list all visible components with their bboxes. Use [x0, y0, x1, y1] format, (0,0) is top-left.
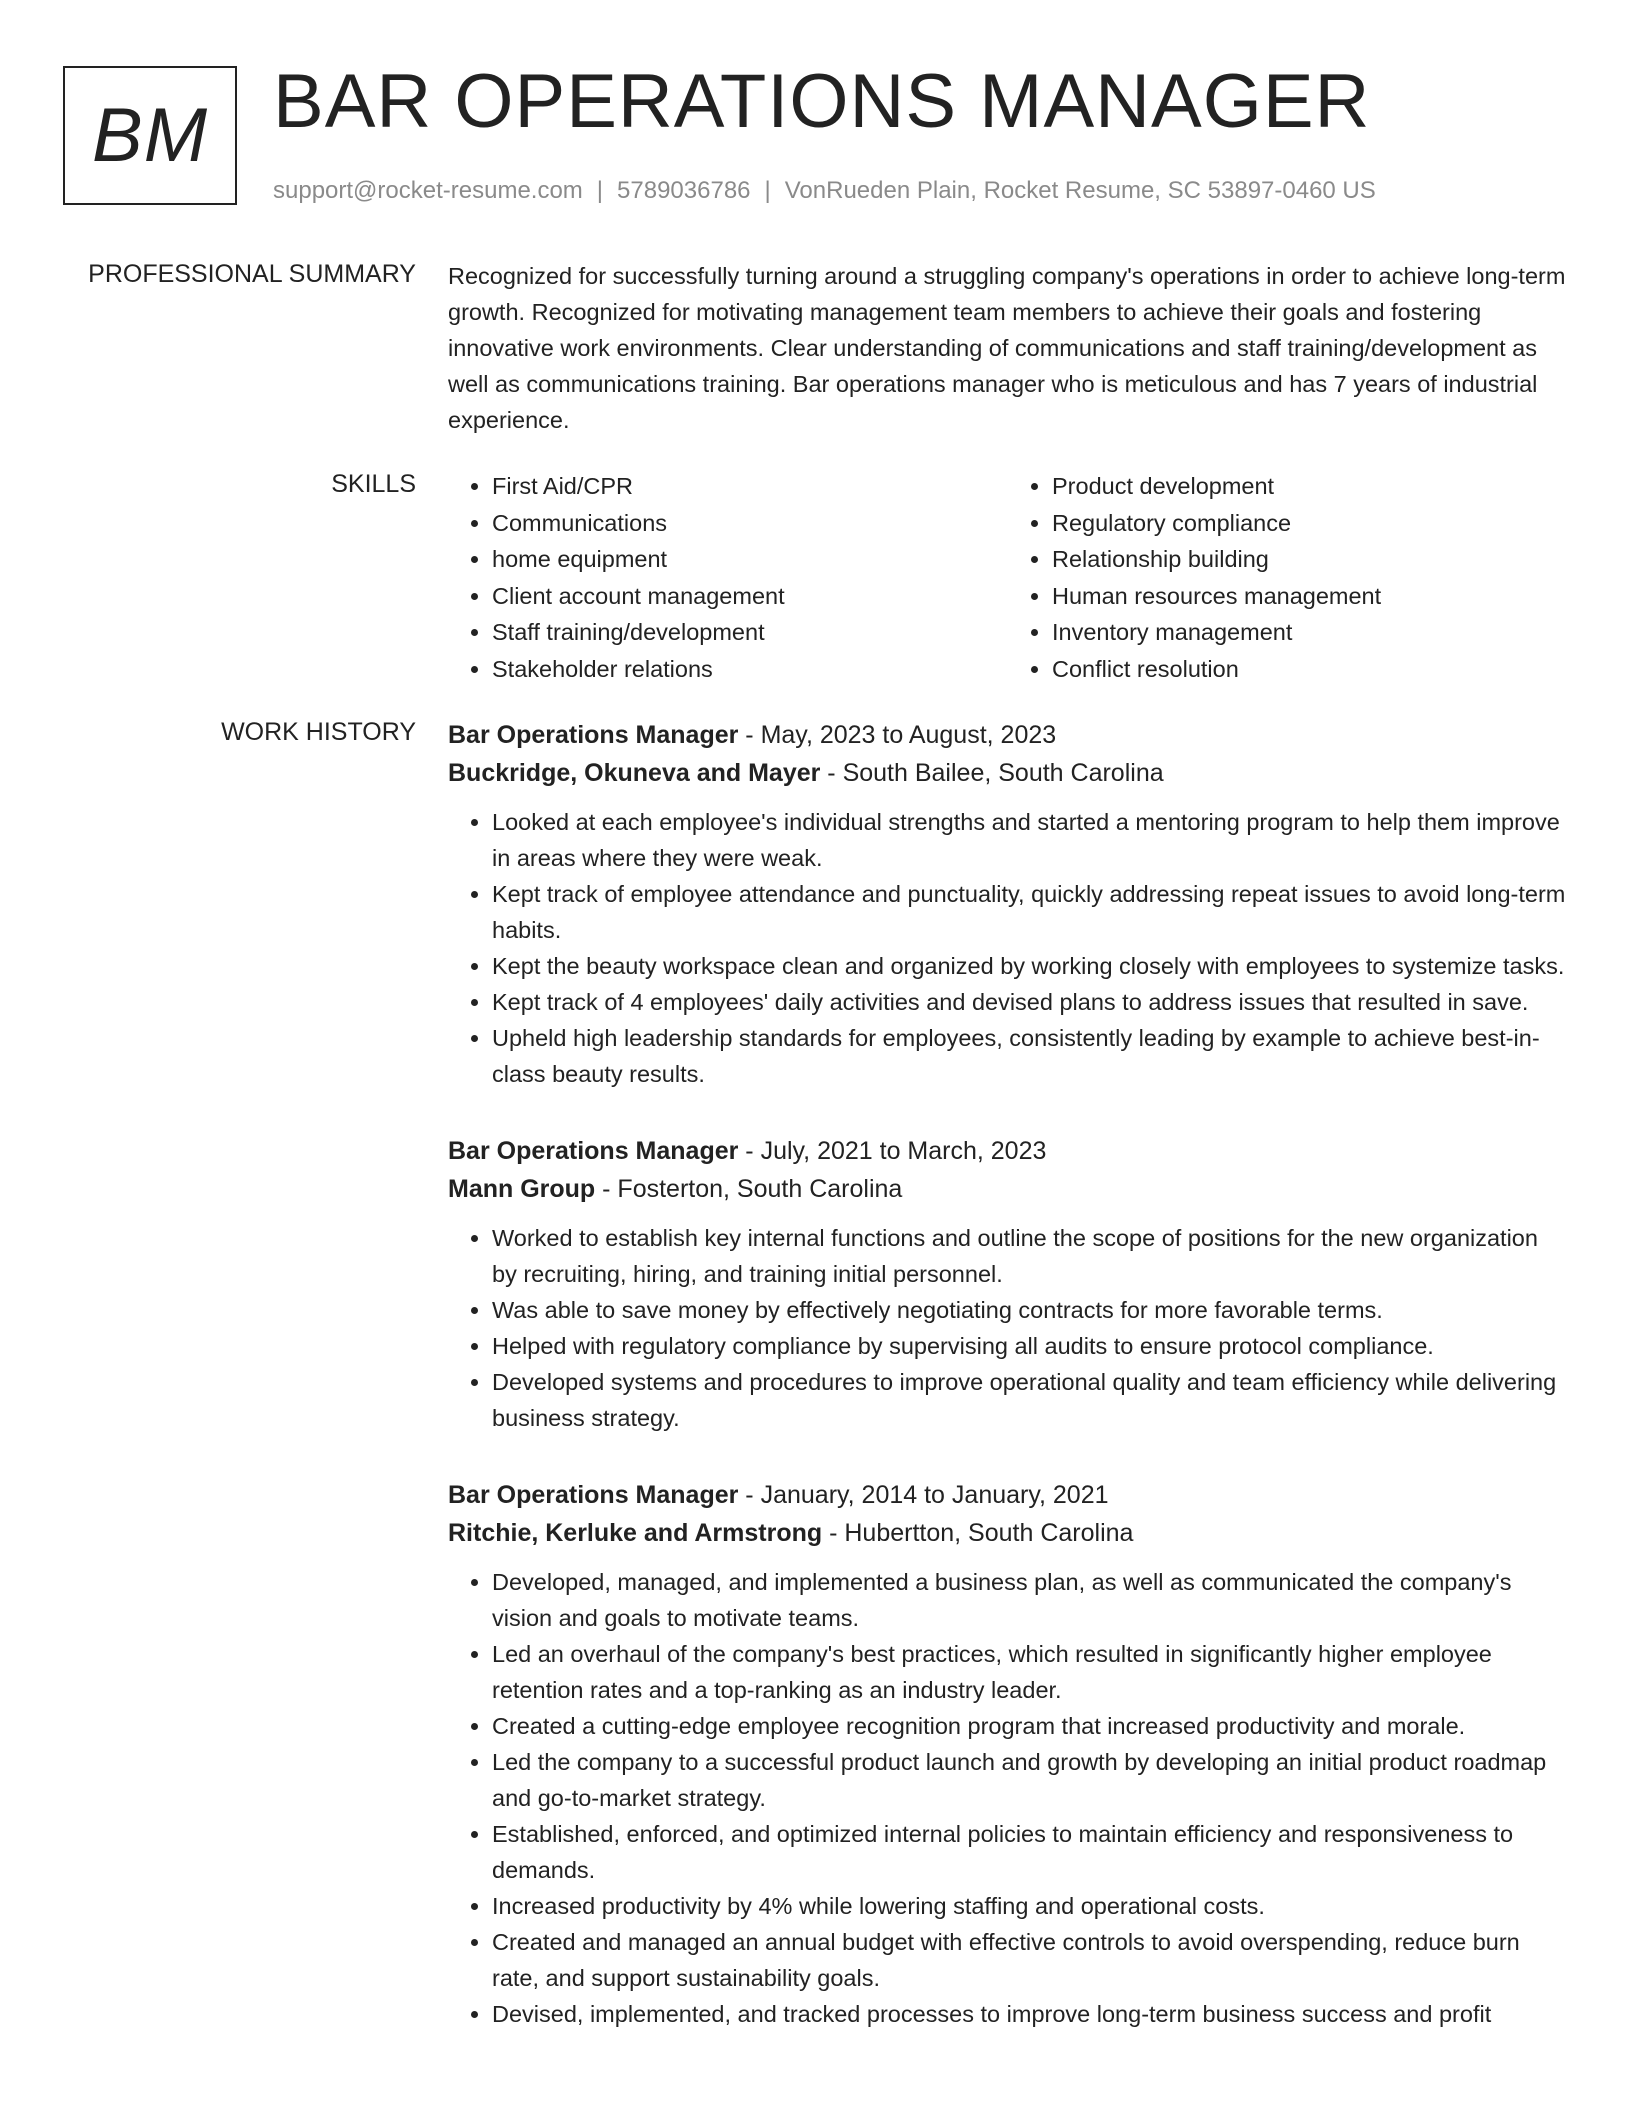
- contact-address: VonRueden Plain, Rocket Resume, SC 53897-0460 US: [784, 177, 1376, 204]
- work-history-heading: WORK HISTORY: [221, 718, 416, 746]
- job-bullet: • Developed, managed, and implemented a business plan, as well as communicated the company's vision and goals to motivate teams.: [492, 1564, 1568, 1636]
- skills-columns: [448, 468, 1568, 687]
- job-title: Bar Operations Manager: [448, 1481, 739, 1509]
- skill-item: • Product development: [1052, 468, 1568, 505]
- contact-email[interactable]: support@rocket-resume.com: [273, 177, 583, 204]
- summary-body: [448, 258, 1568, 438]
- job-entry: [448, 1132, 1568, 1436]
- job-bullet: • Looked at each employee's individual strengths and started a mentoring program to help them improve in areas where they were weak.: [492, 804, 1568, 876]
- job-bullet: • Created and managed an annual budget with effective controls to avoid overspending, reduce burn rate, and support sustainability goals.: [492, 1924, 1568, 1996]
- skill-item: • Staff training/development: [492, 614, 1008, 651]
- contact-separator: |: [596, 177, 604, 204]
- job-bullet: • Worked to establish key internal functions and outline the scope of positions for the new organization by recruiting, hiring, and training initial personnel.: [492, 1220, 1568, 1292]
- job-title: Bar Operations Manager: [448, 1137, 739, 1165]
- job-title-line: [448, 716, 1568, 754]
- job-dates: - May, 2023 to August, 2023: [738, 721, 1057, 749]
- contact-separator: |: [764, 177, 771, 204]
- job-company: Ritchie, Kerluke and Armstrong: [448, 1519, 823, 1547]
- job-company-line: [448, 1170, 1568, 1208]
- job-bullet: • Was able to save money by effectively negotiating contracts for more favorable terms.: [492, 1292, 1568, 1328]
- job-bullet: • Established, enforced, and optimized internal policies to maintain efficiency and responsiveness to demands.: [492, 1816, 1568, 1888]
- job-bullet: • Created a cutting-edge employee recognition program that increased productivity and morale.: [492, 1708, 1568, 1744]
- resume-title: BAR OPERATIONS MANAGER: [273, 59, 1371, 144]
- job-bullet: • Increased productivity by 4% while lowering staffing and operational costs.: [492, 1888, 1568, 1924]
- job-entry: [448, 716, 1568, 1092]
- skill-item: • home equipment: [492, 541, 1008, 578]
- skill-item: • Regulatory compliance: [1052, 505, 1568, 542]
- job-bullet-list: [448, 1564, 1568, 2032]
- job-location: - South Bailee, South Carolina: [820, 759, 1164, 787]
- job-company: Buckridge, Okuneva and Mayer: [448, 759, 821, 787]
- skill-item: • Human resources management: [1052, 578, 1568, 615]
- job-dates: - January, 2014 to January, 2021: [738, 1481, 1109, 1509]
- skills-list-right: [1008, 468, 1568, 687]
- job-bullet-list: [448, 1220, 1568, 1436]
- work-history-body: [448, 716, 1568, 2072]
- job-bullet: • Developed systems and procedures to improve operational quality and team efficiency while delivering business strategy.: [492, 1364, 1568, 1436]
- job-bullet-list: [448, 804, 1568, 1092]
- job-bullet: • Devised, implemented, and tracked processes to improve long-term business success and profit: [492, 1996, 1568, 2032]
- job-bullet: • Led an overhaul of the company's best practices, which resulted in significantly higher employee retention rates and a top-ranking as an industry leader.: [492, 1636, 1568, 1708]
- job-title-line: [448, 1132, 1568, 1170]
- job-bullet: • Led the company to a successful product launch and growth by developing an initial product roadmap and go-to-market strategy.: [492, 1744, 1568, 1816]
- skill-item: • Relationship building: [1052, 541, 1568, 578]
- monogram-badge: BM: [63, 66, 237, 205]
- skill-item: • Client account management: [492, 578, 1008, 615]
- contact-line: [273, 176, 1376, 206]
- skill-item: • First Aid/CPR: [492, 468, 1008, 505]
- skill-item: • Conflict resolution: [1052, 651, 1568, 688]
- job-title-line: [448, 1476, 1568, 1514]
- summary-heading: PROFESSIONAL SUMMARY: [88, 260, 416, 288]
- job-company: Mann Group: [448, 1175, 596, 1203]
- skill-item: • Stakeholder relations: [492, 651, 1008, 688]
- skills-list-left: [448, 468, 1008, 687]
- job-bullet: • Kept track of employee attendance and punctuality, quickly addressing repeat issues to avoid long-term habits.: [492, 876, 1568, 948]
- job-entry: [448, 1476, 1568, 2032]
- job-company-line: [448, 754, 1568, 792]
- job-bullet: • Helped with regulatory compliance by supervising all audits to ensure protocol compliance.: [492, 1328, 1568, 1364]
- job-location: - Hubertton, South Carolina: [822, 1519, 1134, 1547]
- skill-item: • Inventory management: [1052, 614, 1568, 651]
- contact-phone[interactable]: 5789036786: [617, 177, 751, 204]
- skills-body: [448, 468, 1568, 687]
- job-location: - Fosterton, South Carolina: [595, 1175, 903, 1203]
- job-title: Bar Operations Manager: [448, 721, 739, 749]
- job-bullet: • Kept the beauty workspace clean and organized by working closely with employees to systemize tasks.: [492, 948, 1568, 984]
- job-company-line: [448, 1514, 1568, 1552]
- summary-text: Recognized for successfully turning around a struggling company's operations in order to achieve long-term growth. Recognized for motivating management team members to achieve their goals and fostering innovative work environments. Clear understanding of communications and staff training/development as well as communications training. Bar operations manager who is meticulous and has 7 years of industrial experience.: [448, 263, 1566, 433]
- skills-heading: SKILLS: [331, 470, 416, 498]
- job-bullet: • Kept track of 4 employees' daily activities and devised plans to address issues that resulted in save.: [492, 984, 1568, 1020]
- job-dates: - July, 2021 to March, 2023: [738, 1137, 1047, 1165]
- skill-item: • Communications: [492, 505, 1008, 542]
- job-bullet: • Upheld high leadership standards for employees, consistently leading by example to achieve best-in-class beauty results.: [492, 1020, 1568, 1092]
